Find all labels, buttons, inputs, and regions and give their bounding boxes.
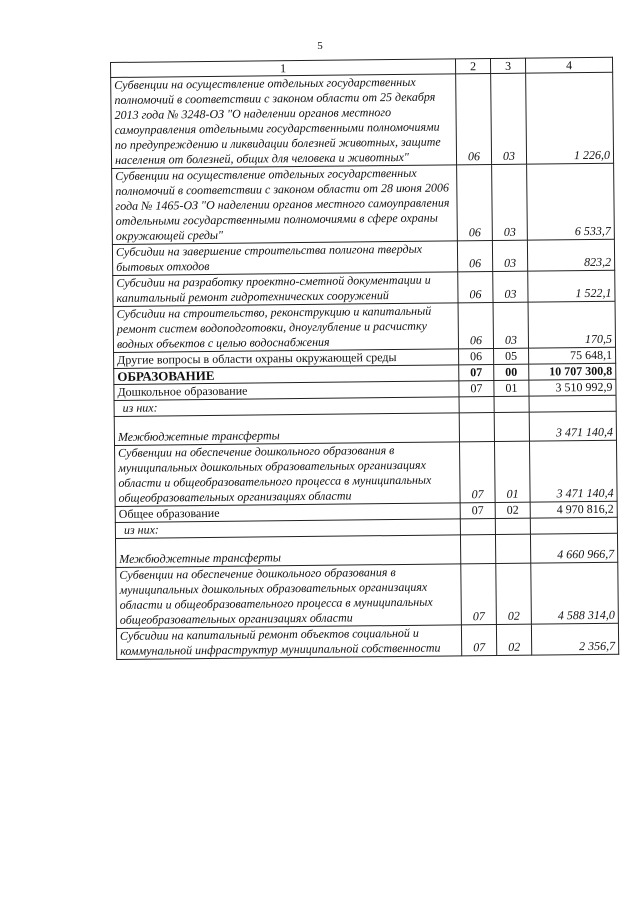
header-col-2: 2 bbox=[455, 59, 490, 74]
row-section bbox=[459, 396, 494, 412]
header-col-4: 4 bbox=[525, 57, 612, 73]
table-row bbox=[111, 72, 614, 168]
row-amount bbox=[529, 395, 616, 412]
row-subsection bbox=[494, 412, 529, 441]
row-name: Межбюджетные трансферты bbox=[114, 413, 459, 446]
row-subsection: 05 bbox=[494, 348, 529, 364]
row-section: 07 bbox=[459, 364, 494, 380]
row-subsection: 02 bbox=[496, 624, 531, 655]
row-name: Общее образование bbox=[115, 503, 460, 523]
row-subsection: 01 bbox=[494, 380, 529, 396]
row-subsection bbox=[494, 396, 529, 412]
row-section: 06 bbox=[459, 348, 494, 364]
row-amount: 2 356,7 bbox=[531, 623, 618, 655]
row-section bbox=[460, 518, 495, 534]
row-amount bbox=[530, 517, 617, 534]
row-subsection bbox=[495, 518, 530, 534]
row-amount: 4 970 816,2 bbox=[530, 501, 617, 518]
row-name: Субвенции на обеспечение дошкольного образования в муниципальных дошкольных образовательных организациях области и общеобразовательного процесса в муниципальных общеобразовательных организациях области bbox=[116, 564, 462, 629]
row-subsection: 01 bbox=[494, 441, 530, 502]
row-section: 06 bbox=[457, 165, 493, 241]
row-subsection: 02 bbox=[495, 502, 530, 518]
row-section: 07 bbox=[460, 502, 495, 518]
row-name: Субвенции на осуществление отдельных государственных полномочий в соответствии с законом области от 28 июня 2006 года № 1465-ОЗ "О наделении органов местного самоуправления отдельными государственными полномочиями в сфере охраны окружающей среды" bbox=[112, 165, 458, 245]
row-subsection: 00 bbox=[494, 364, 529, 380]
row-name: Субвенции на обеспечение дошкольного образования в муниципальных дошкольных образовательных организациях области и общеобразовательного процесса в муниципальных общеобразовательных организациях области bbox=[115, 442, 461, 507]
table-row bbox=[115, 440, 618, 506]
row-amount: 170,5 bbox=[528, 301, 615, 348]
row-subsection bbox=[495, 534, 530, 563]
row-subsection: 03 bbox=[493, 302, 528, 348]
row-amount: 4 660 966,7 bbox=[530, 533, 617, 563]
row-amount: 4 588 314,0 bbox=[531, 562, 619, 624]
row-subsection: 03 bbox=[492, 164, 528, 240]
row-section bbox=[460, 534, 495, 563]
row-section: 07 bbox=[459, 441, 495, 502]
row-amount: 1 522,1 bbox=[528, 270, 615, 302]
header-col-3: 3 bbox=[490, 58, 525, 73]
row-amount: 10 707 300,8 bbox=[529, 363, 616, 380]
row-amount: 1 226,0 bbox=[526, 72, 614, 164]
row-amount: 3 471 140,4 bbox=[529, 411, 616, 441]
row-name: Субсидии на завершение строительства полигона твердых бытовых отходов bbox=[112, 241, 457, 276]
row-subsection: 03 bbox=[492, 240, 527, 271]
row-name: Субсидии на капитальный ремонт объектов социальной и коммунальной инфраструктур муниципальной собственности bbox=[116, 625, 461, 660]
row-subsection: 03 bbox=[491, 73, 527, 164]
row-name: Дошкольное образование bbox=[114, 381, 459, 401]
row-name: Субвенции на осуществление отдельных государственных полномочий в соответствии с законом области от 25 декабря 2013 года № 3248-ОЗ "О наделении органов местного самоуправления отдельными государственными полномочиями по предупреждению и ликвидации болезней животных, защите населения от болезней, общих для человека и животных" bbox=[111, 74, 457, 169]
row-amount: 823,2 bbox=[527, 239, 614, 271]
row-name: Межбюджетные трансферты bbox=[115, 535, 460, 568]
row-section bbox=[459, 412, 494, 441]
row-section: 06 bbox=[457, 241, 492, 272]
row-amount: 75 648,1 bbox=[529, 347, 616, 364]
row-name: Субсидии на разработку проектно-сметной документации и капитальный ремонт гидротехнических сооружений bbox=[113, 272, 458, 307]
row-subsection: 03 bbox=[493, 271, 528, 302]
row-name: Субсидии на строительство, реконструкцию и капитальный ремонт систем водоподготовки, дноуглубление и расчистку водных объектов с целью водоснабжения bbox=[113, 303, 458, 353]
row-name: ОБРАЗОВАНИЕ bbox=[114, 365, 459, 385]
row-amount: 3 510 992,9 bbox=[529, 379, 616, 396]
row-section: 06 bbox=[458, 272, 493, 303]
row-section: 07 bbox=[459, 380, 494, 396]
budget-table bbox=[110, 57, 619, 660]
table-row bbox=[116, 562, 619, 628]
row-section: 07 bbox=[461, 624, 496, 655]
row-amount: 3 471 140,4 bbox=[529, 440, 617, 502]
row-section: 07 bbox=[461, 563, 497, 624]
row-section: 06 bbox=[456, 74, 492, 165]
row-name: из них: bbox=[114, 397, 459, 417]
page-number: 5 bbox=[317, 40, 323, 52]
row-name: из них: bbox=[115, 519, 460, 539]
row-subsection: 02 bbox=[496, 563, 532, 624]
row-name: Другие вопросы в области охраны окружающей среды bbox=[114, 349, 459, 369]
row-amount: 6 533,7 bbox=[527, 163, 615, 240]
header-col-1: 1 bbox=[111, 59, 456, 78]
table-row bbox=[116, 623, 618, 659]
table-row bbox=[112, 163, 615, 244]
row-section: 06 bbox=[458, 303, 493, 349]
table-row bbox=[113, 301, 615, 352]
